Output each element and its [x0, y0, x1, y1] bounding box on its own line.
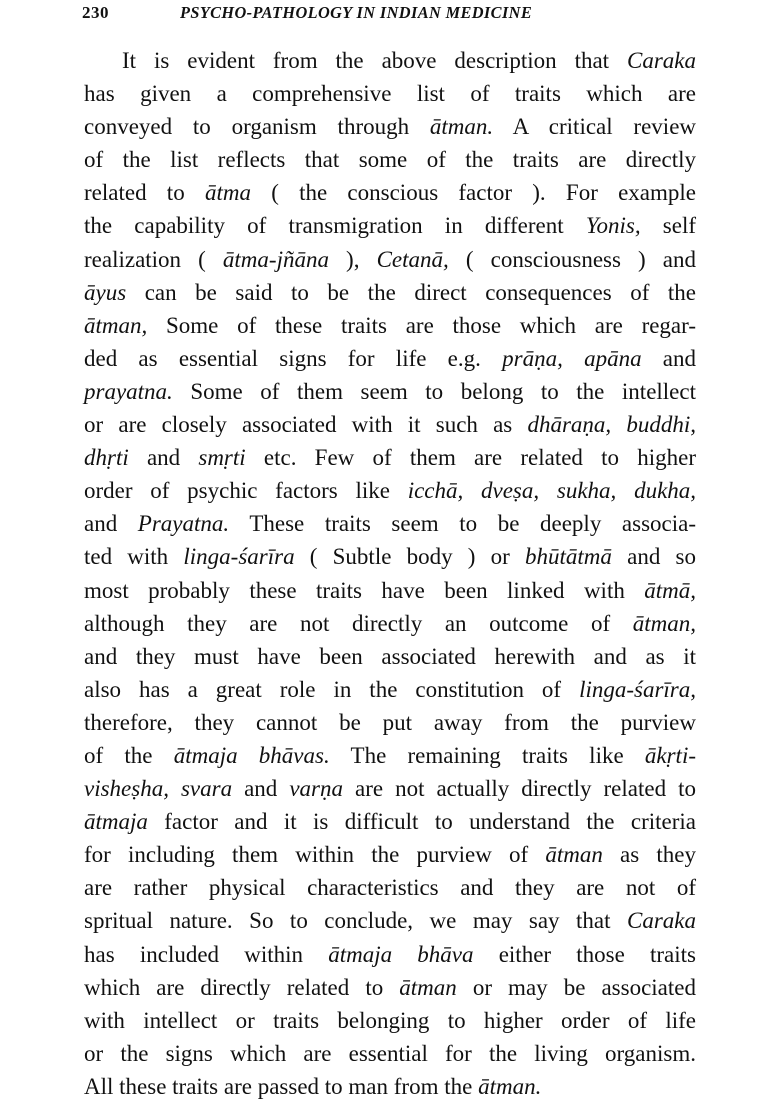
text-run: ), [328, 246, 377, 272]
text-run: either those traits [473, 941, 696, 967]
text-line [84, 209, 696, 242]
italic-term: ātman, [632, 610, 696, 636]
italic-term: ātman [545, 842, 603, 868]
text-run: and [128, 445, 199, 471]
text-run: which are directly related to [84, 974, 400, 1000]
text-run: Some of them seem to belong to the intellect [172, 378, 696, 404]
text-run: ( Subtle body ) or [294, 544, 526, 570]
text-run [539, 478, 557, 503]
italic-term: ātman. [478, 1073, 542, 1099]
text-line [84, 143, 696, 176]
text-line [84, 772, 696, 805]
text-line [84, 706, 696, 739]
text-line [84, 474, 696, 507]
text-run: also has a great role in the constitution of [84, 676, 580, 702]
text-run: or may be associated [456, 974, 696, 1000]
text-run: Some of these traits are those which are regar- [147, 312, 696, 338]
italic-term: prayatna. [84, 378, 173, 404]
text-run: are rather physical characteristics and they are not of [84, 875, 696, 901]
text-line [84, 739, 696, 772]
italic-term: varṇa [289, 776, 343, 802]
italic-term: Prayatna. [137, 511, 230, 537]
italic-term: ātma-jñāna [222, 246, 329, 272]
text-line [84, 276, 696, 309]
text-run: and [641, 345, 696, 371]
italic-term: ātmaja [84, 809, 148, 835]
text-run: related to [84, 180, 205, 206]
text-run: most probably these traits have been linked with [84, 577, 645, 603]
text-run: ded as essential signs for life e.g. [84, 345, 503, 371]
italic-term: bhūtātmā [525, 544, 612, 570]
text-run: A critical review [493, 114, 697, 140]
italic-term: linga-śarīra [183, 544, 295, 570]
italic-term: ātman. [429, 114, 494, 140]
italic-term: prāṇa, [502, 345, 563, 371]
text-run: has included within [84, 941, 329, 967]
text-line [84, 971, 696, 1004]
italic-term: icchā, [407, 478, 464, 504]
text-line [84, 540, 696, 573]
text-run: are not actually directly related to [342, 776, 696, 802]
text-run: for including them within the purview of [84, 842, 546, 868]
text-run: ( consciousness ) and [448, 246, 696, 272]
text-line [84, 77, 696, 110]
italic-term: ātmaja bhāva [328, 941, 474, 967]
text-run: All these traits are passed to man from the [84, 1073, 479, 1099]
text-line [84, 309, 696, 342]
running-title: PSYCHO-PATHOLOGY IN INDIAN MEDICINE [180, 3, 533, 22]
text-line [84, 640, 696, 673]
text-line [84, 805, 696, 838]
text-line [84, 110, 696, 143]
page-number: 230 [82, 3, 109, 22]
italic-term: Yonis, [585, 213, 641, 239]
text-run: and [84, 511, 138, 537]
text-line [84, 871, 696, 904]
text-line [84, 507, 696, 540]
text-line [84, 44, 696, 77]
text-run: etc. Few of them are related to higher [245, 445, 696, 471]
italic-term: dhṛti [84, 445, 129, 471]
text-line [84, 1004, 696, 1037]
text-run: These traits seem to be deeply associa- [229, 511, 696, 537]
italic-term: Caraka [627, 48, 696, 73]
text-run: and they must have been associated herewith and as it [84, 643, 696, 669]
text-run: ( the conscious factor ). For example [250, 180, 696, 206]
text-run: and so [611, 544, 696, 570]
italic-term: ātman, [84, 312, 148, 338]
text-run: ted with [84, 544, 184, 570]
text-run: order of psychic factors like [84, 478, 408, 504]
text-line [84, 176, 696, 209]
text-run: with intellect or traits belonging to higher order of life [84, 1007, 696, 1033]
italic-term: apāna [584, 345, 642, 371]
text-line [84, 673, 696, 706]
text-run: or are closely associated with it such as [84, 412, 528, 438]
text-line [84, 408, 696, 441]
italic-term: smṛti [198, 445, 246, 471]
text-run: conveyed to organism through [84, 114, 430, 140]
text-run: realization ( [84, 246, 223, 272]
text-run: It is evident from the above description that [122, 48, 627, 73]
italic-term: āyus [84, 279, 127, 305]
italic-term: ātma [204, 180, 251, 206]
text-run [463, 478, 481, 503]
italic-term: visheṣha, svara [84, 776, 233, 802]
text-run: spritual nature. So to conclude, we may say that [84, 908, 627, 934]
running-header [82, 2, 602, 24]
text-run: can be said to be the direct consequences of the [126, 279, 696, 305]
body-paragraph [84, 44, 696, 1103]
text-line [84, 607, 696, 640]
text-run: The remaining traits like [329, 742, 645, 768]
text-line [84, 1037, 696, 1070]
text-line [84, 1070, 696, 1103]
text-line [84, 838, 696, 871]
text-line [84, 904, 696, 937]
text-line [84, 574, 696, 607]
italic-term: ātmaja bhāvas. [173, 742, 330, 768]
text-run: has given a comprehensive list of traits which are [84, 81, 696, 107]
text-run [616, 478, 634, 503]
italic-term: dukha, [634, 478, 697, 504]
text-run: or the signs which are essential for the living organism. [84, 1040, 696, 1066]
italic-term: Cetanā, [376, 246, 449, 272]
text-run: therefore, they cannot be put away from the purview [84, 709, 696, 735]
text-line [84, 342, 696, 375]
text-run: factor and it is difficult to understand the criteria [147, 809, 696, 835]
text-line [84, 441, 696, 474]
text-run: of the list reflects that some of the traits are directly [84, 147, 696, 173]
italic-term: sukha, [556, 478, 617, 504]
text-run: self [640, 213, 696, 239]
text-run: as they [602, 842, 696, 868]
italic-term: linga-śarīra, [579, 676, 696, 702]
italic-term: Caraka [627, 908, 696, 934]
text-line [84, 375, 696, 408]
text-line [84, 938, 696, 971]
italic-term: dhāraṇa, buddhi, [527, 412, 697, 438]
text-run: the capability of transmigration in different [84, 213, 586, 239]
text-run: although they are not directly an outcome of [84, 610, 633, 636]
text-run [563, 346, 584, 371]
text-line [84, 243, 696, 276]
italic-term: ākṛti- [644, 742, 696, 768]
text-run: and [232, 776, 290, 802]
italic-term: ātman [399, 974, 457, 1000]
text-run: of the [84, 742, 174, 768]
italic-term: ātmā, [644, 577, 696, 603]
italic-term: dveṣa, [481, 478, 540, 504]
